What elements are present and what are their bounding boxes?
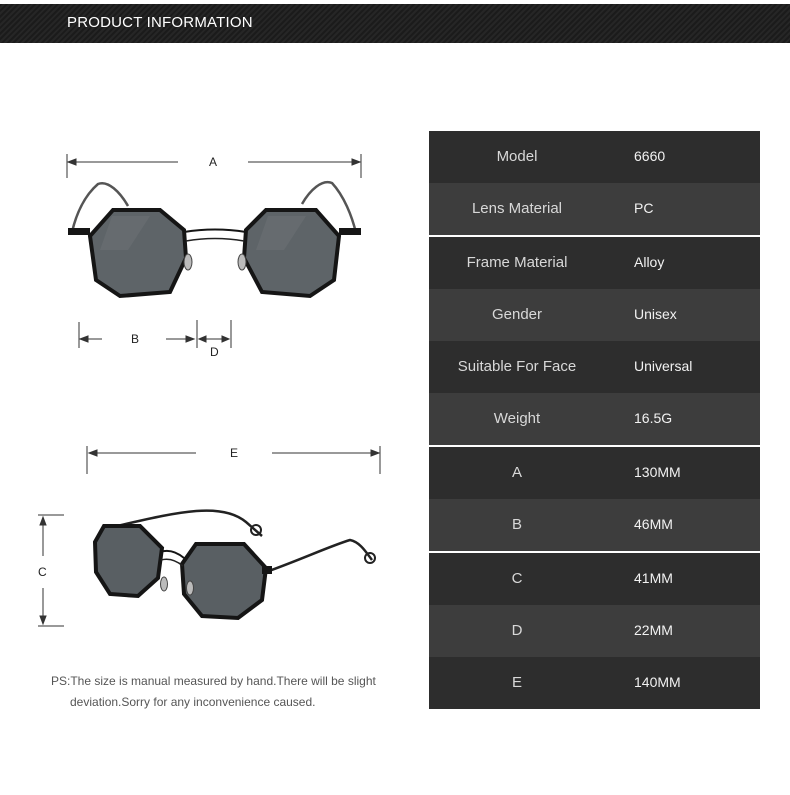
spec-label: Lens Material	[471, 200, 563, 217]
spec-label: Weight	[493, 410, 541, 427]
spec-value: 140MM	[634, 674, 681, 690]
spec-value: 6660	[634, 148, 666, 164]
spec-row-model	[429, 131, 760, 183]
spec-label: Gender	[491, 306, 543, 323]
spec-value: 130MM	[634, 464, 681, 480]
spec-value: 16.5G	[634, 410, 673, 426]
header-title: PRODUCT INFORMATION	[67, 14, 253, 31]
dimension-b-label: B	[131, 332, 140, 346]
spec-row-frame-material	[429, 237, 760, 289]
spec-row-b	[429, 499, 760, 551]
spec-row-lens-material	[429, 183, 760, 235]
spec-value: Unisex	[634, 306, 677, 322]
spec-label: E	[511, 674, 522, 691]
spec-value: Alloy	[634, 254, 665, 270]
spec-label: C	[511, 570, 523, 587]
spec-label: Suitable For Face	[457, 358, 577, 375]
spec-row-suitable-for-face	[429, 341, 760, 393]
spec-row-d	[429, 605, 760, 657]
spec-table	[429, 131, 760, 709]
spec-row-e	[429, 657, 760, 709]
dimension-a-label: A	[209, 155, 218, 169]
side-view-sunglasses-image	[95, 511, 375, 618]
measurement-note-line2: deviation.Sorry for any inconvenience caused.	[70, 695, 316, 709]
spec-row-c	[429, 553, 760, 605]
spec-row-weight	[429, 393, 760, 445]
dimension-d-arrow	[197, 320, 231, 348]
sunglasses-diagram	[0, 0, 420, 740]
front-view-sunglasses-image	[68, 182, 361, 296]
spec-value: Universal	[634, 358, 693, 374]
measurement-note-line1: PS:The size is manual measured by hand.There will be slight	[51, 674, 376, 688]
dimension-e-label: E	[230, 446, 239, 460]
spec-label: Model	[496, 148, 538, 165]
spec-label: D	[511, 622, 523, 639]
spec-label: A	[511, 464, 522, 481]
spec-label: B	[511, 516, 522, 533]
spec-row-a	[429, 447, 760, 499]
spec-value: PC	[634, 200, 654, 216]
dimension-d-label: D	[210, 345, 219, 359]
dimension-c-label: C	[38, 565, 47, 579]
spec-label: Frame Material	[466, 254, 568, 271]
spec-value: 46MM	[634, 516, 673, 532]
spec-value: 41MM	[634, 570, 673, 586]
spec-value: 22MM	[634, 622, 673, 638]
spec-row-gender	[429, 289, 760, 341]
